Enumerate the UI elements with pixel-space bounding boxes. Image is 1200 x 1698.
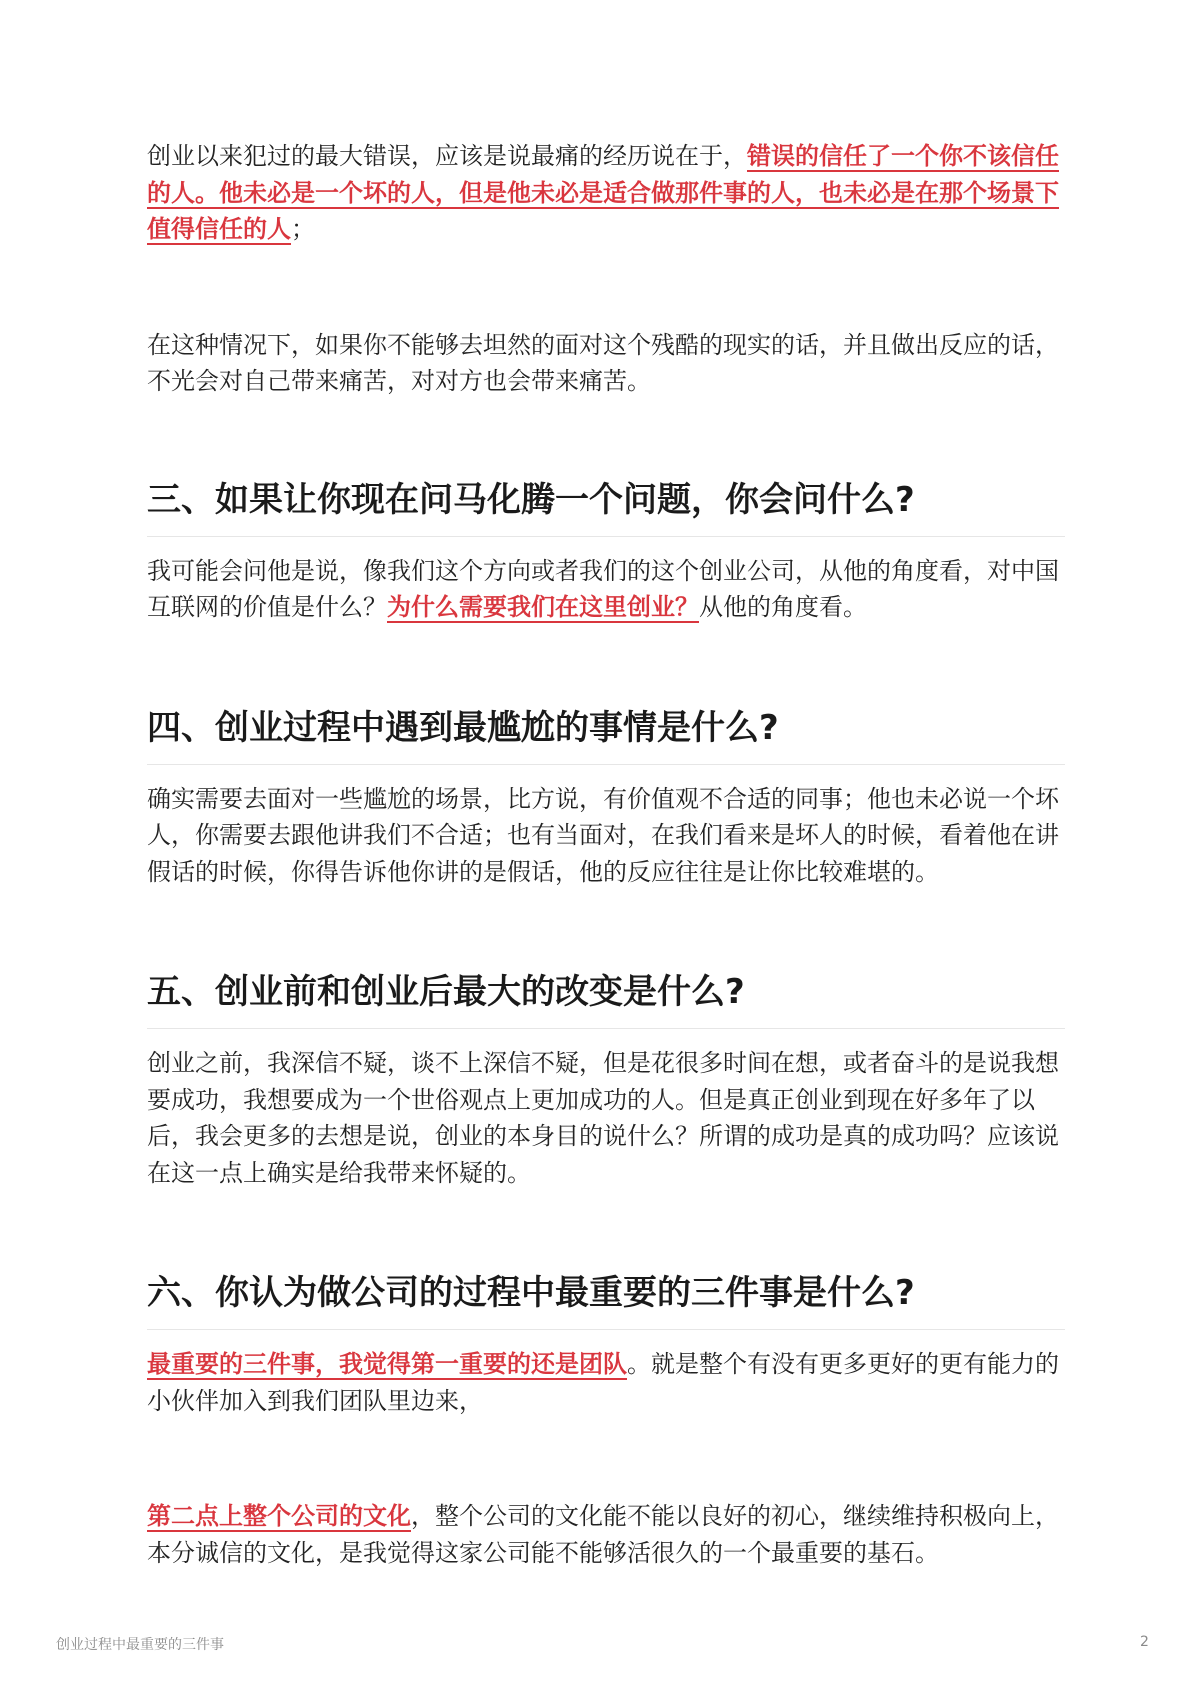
section-4-paragraph: 确实需要去面对一些尴尬的场景，比方说，有价值观不合适的同事；他也未必说一个坏人，你需要去跟他讲我们不合适；也有当面对，在我们看来是坏人的时候，看着他在讲假话的时候，你得告诉他你讲的是假话，他的反应往往是让你比较难堪的。: [147, 784, 1059, 886]
intro-paragraph-1: [147, 138, 1065, 248]
intro-p1-highlight: 错误的信任了一个你不该信任的人。他未必是一个坏的人，但是他未必是适合做那件事的人，也未必是在那个场景下值得信任的人: [147, 142, 1059, 243]
section-6-p1-text: 。就是整个有没有更多更好的更有能力的小伙伴加入到我们团队里边来，: [147, 1350, 1059, 1415]
section-3-text-end: 从他的角度看。: [699, 593, 867, 621]
section-6-p1-highlight: 最重要的三件事，我觉得第一重要的还是团队: [147, 1350, 627, 1378]
section-6-p2-highlight: 第二点上整个公司的文化: [147, 1502, 411, 1530]
section-3-text: 我可能会问他是说，像我们这个方向或者我们的这个创业公司，从他的角度看，对中国互联网的价值是什么？: [147, 556, 1059, 621]
intro-p1-end: ；: [291, 215, 315, 243]
footer-document-title: 创业过程中最重要的三件事: [56, 1637, 224, 1653]
page-number: 2: [1140, 1634, 1149, 1650]
section-6-heading: 六、你认为做公司的过程中最重要的三件事是什么?: [147, 1271, 1065, 1330]
section-6-paragraph-2: [147, 1498, 1065, 1571]
intro-paragraph-2: 在这种情况下，如果你不能够去坦然的面对这个残酷的现实的话，并且做出反应的话，不光会对自己带来痛苦，对对方也会带来痛苦。: [147, 330, 1059, 395]
section-3-paragraph: [147, 553, 1065, 626]
section-4-heading: 四、创业过程中遇到最尴尬的事情是什么?: [147, 706, 1065, 765]
intro-p1-text: 创业以来犯过的最大错误，应该是说最痛的经历说在于，: [147, 142, 747, 170]
section-3-heading: 三、如果让你现在问马化腾一个问题，你会问什么?: [147, 478, 1065, 537]
section-5-paragraph: 创业之前，我深信不疑，谈不上深信不疑，但是花很多时间在想，或者奋斗的是说我想要成功，我想要成为一个世俗观点上更加成功的人。但是真正创业到现在好多年了以后，我会更多的去想是说，创业的本身目的说什么？所谓的成功是真的成功吗？应该说在这一点上确实是给我带来怀疑的。: [147, 1049, 1059, 1187]
section-6-p2-text: ，整个公司的文化能不能以良好的初心，继续维持积极向上，本分诚信的文化，是我觉得这家公司能不能够活很久的一个最重要的基石。: [147, 1502, 1059, 1567]
section-3-highlight: 为什么需要我们在这里创业？: [387, 593, 699, 621]
document-body: [147, 138, 1065, 1571]
section-5-heading: 五、创业前和创业后最大的改变是什么?: [147, 970, 1065, 1029]
section-6-paragraph-1: [147, 1346, 1065, 1419]
